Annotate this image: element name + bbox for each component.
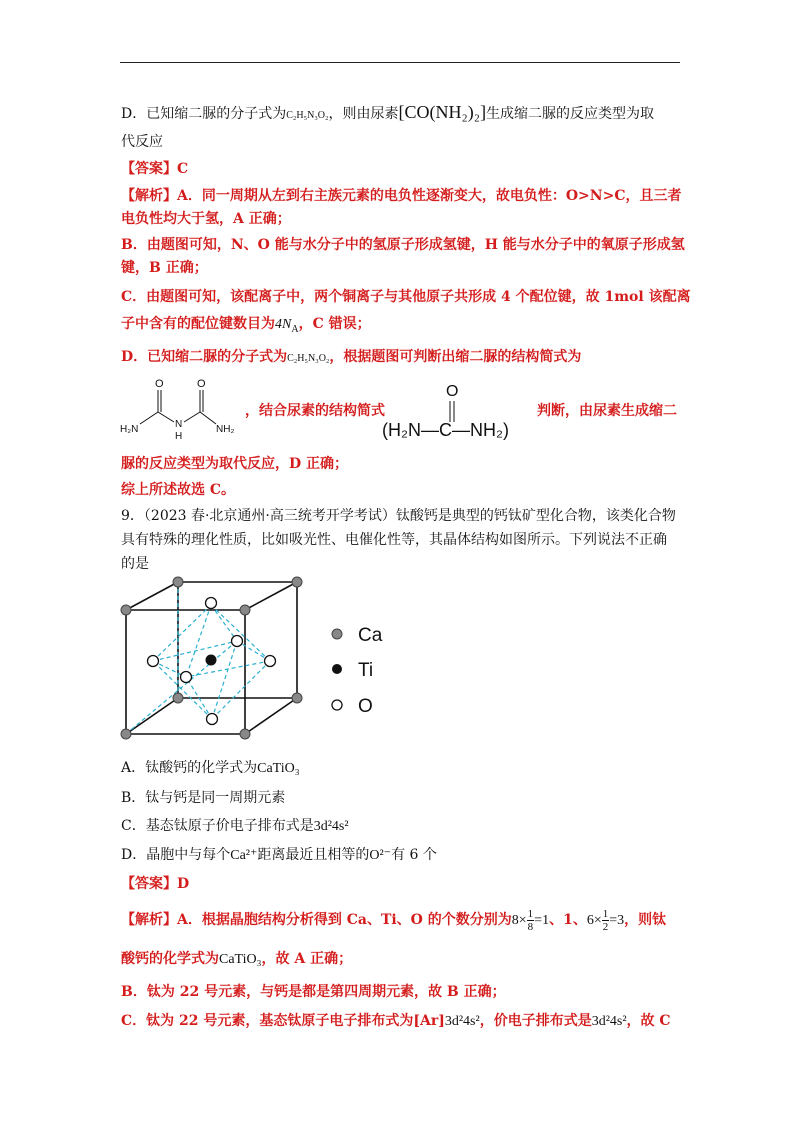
urea-structure: [380, 376, 530, 444]
analysis-1-c2: 子中含有的配位键数目为$4N_A$，C 错误；: [121, 316, 371, 335]
urea-bracket-formula: [CO(NH₂)₂]: [398, 102, 487, 122]
analysis-1-d2b: 判断，由尿素生成缩二: [537, 403, 677, 419]
analysis-2-a1: 【解析】A．根据晶胞结构分析得到 Ca、Ti、O 的个数分别为8× $\frac{1}{8}$ =1、1、6× $\frac{1}{2}$ =3，则钛: [121, 907, 667, 933]
urea-text: (H₂N—C—NH₂): [382, 420, 509, 440]
option-a: A．钛酸钙的化学式为CaTiO₃: [121, 760, 300, 776]
biuret-o1: O: [155, 378, 164, 390]
legend-ca: Ca: [358, 625, 383, 646]
analysis-1-a1: 【解析】A．同一周期从左到右主族元素的电负性逐渐变大，故电负性：O>N>C，且三者: [121, 188, 682, 204]
q9-line2: 具有特殊的理化性质，比如吸光性、电催化性等，其晶体结构如图所示。下列说法不正确: [121, 532, 667, 548]
prev-option-d-line2: 代反应: [121, 134, 163, 150]
analysis-1-a2: 电负性均大于氢，A 正确；: [121, 211, 291, 227]
q9-line1: 9．（2023 春·北京通州·高三统考开学考试）钛酸钙是典型的钙钛矿型化合物，该类化合物: [121, 508, 676, 524]
legend-ti: Ti: [358, 660, 374, 681]
analysis-1-d1: D．已知缩二脲的分子式为C₂H₅N₃O₂，根据题图可判断出缩二脲的结构简式为: [121, 349, 582, 365]
option-b: B．钛与钙是同一周期元素: [121, 790, 286, 806]
biuret-mid-h: H: [175, 431, 183, 442]
analysis-1-conclusion: 综上所述故选 C。: [121, 482, 236, 498]
legend-o: O: [358, 696, 373, 717]
analysis-1-c1: C．由题图可知，该配离子中，两个铜离子与其他原子共形成 4 个配位键，故 1mol 该配离: [121, 289, 691, 305]
biuret-left: H₂N: [120, 424, 139, 435]
q9-line3: 的是: [121, 556, 149, 572]
analysis-1-d2a: ，结合尿素的结构简式: [245, 403, 385, 419]
fraction-1-8: $\frac{1}{8}$: [527, 907, 534, 933]
biuret-structure: [118, 372, 243, 442]
analysis-2-a2: 酸钙的化学式为CaTiO₃，故 A 正确；: [121, 951, 353, 967]
analysis-1-b2: 键，B 正确；: [121, 260, 208, 276]
biuret-o2: O: [197, 378, 206, 390]
analysis-1-d3: 脲的反应类型为取代反应，D 正确；: [121, 456, 349, 472]
option-c: C．基态钛原子价电子排布式是3d²4s²: [121, 818, 349, 834]
biuret-mid: N: [175, 419, 183, 430]
crystal-structure-figure: [110, 572, 400, 747]
option-d: D．晶胞中与每个Ca²⁺距离最近且相等的O²⁻有 6 个: [121, 847, 437, 863]
answer-1: 【答案】C: [121, 161, 189, 177]
analysis-2-b1: B．钛为 22 号元素，与钙是都是第四周期元素，故 B 正确；: [121, 984, 506, 1000]
answer-2: 【答案】D: [121, 876, 190, 892]
prev-option-d-line1: D．已知缩二脲的分子式为C₂H₅N₃O₂，则由尿素[CO(NH₂)₂]生成缩二脲的反应类型为取: [121, 102, 655, 122]
analysis-2-c1: C．钛为 22 号元素，基态钛原子电子排布式为[Ar]3d²4s²，价电子排布式是3d²4s²，故 C: [121, 1013, 671, 1029]
fraction-1-2: $\frac{1}{2}$: [602, 907, 609, 933]
header-rule: [120, 62, 680, 63]
urea-o: O: [446, 383, 459, 400]
analysis-1-b1: B．由题图可知，N、O 能与水分子中的氢原子形成氢键，H 能与水分子中的氧原子形成氢: [121, 237, 685, 253]
biuret-right: NH₂: [216, 424, 235, 435]
